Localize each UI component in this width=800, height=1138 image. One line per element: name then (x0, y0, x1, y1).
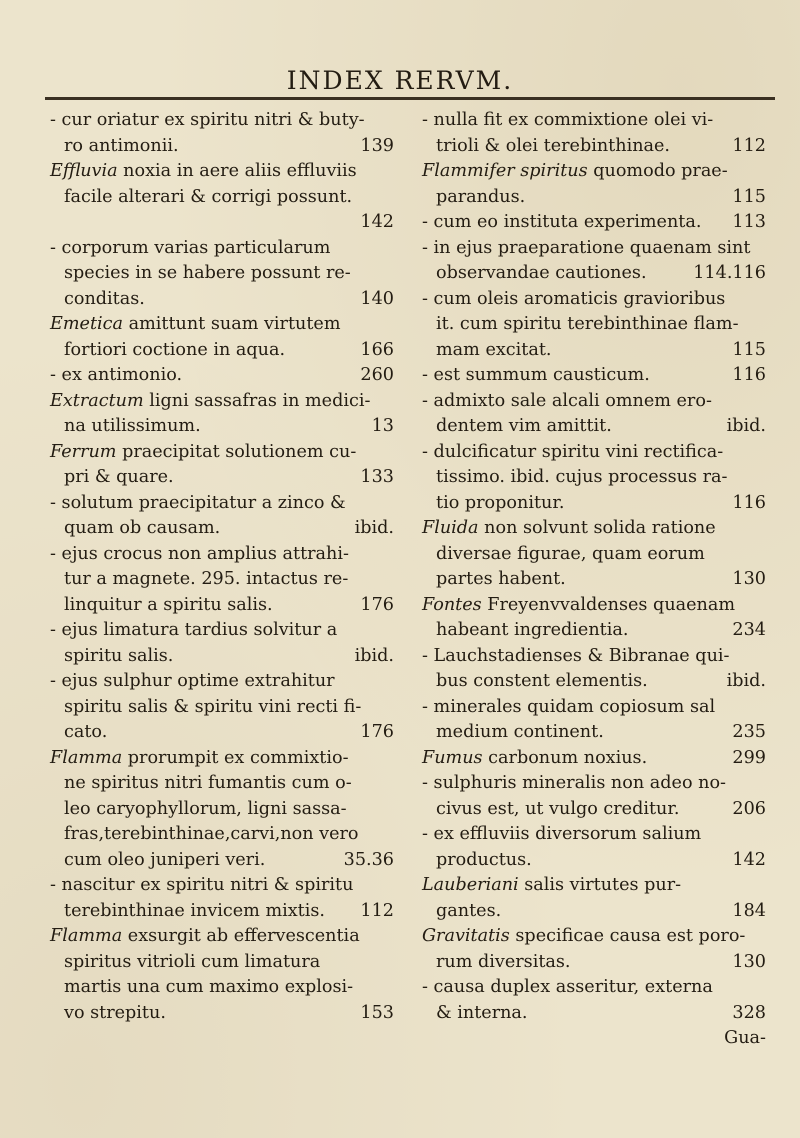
entry-line (422, 108, 766, 134)
page-reference: 139 (360, 135, 394, 156)
index-entry (422, 516, 766, 593)
entry-text: - nulla fit ex commixtione olei vi- (422, 110, 714, 130)
entry-line (422, 848, 766, 874)
index-entry (422, 108, 766, 159)
page-reference: 130 (732, 569, 766, 589)
index-entry (422, 159, 766, 210)
page-header: INDEX RERVM. (286, 66, 514, 95)
entry-text: Flamma exsurgit ab effervescentia (50, 926, 360, 946)
entry-line (50, 669, 394, 695)
entry-line (50, 567, 394, 593)
entry-text: - ex antimonio. (50, 365, 183, 385)
entry-text: rum diversitas. (436, 951, 571, 972)
entry-text: Ferrum praecipitat solutionem cu- (50, 441, 357, 462)
page-reference: 116 (732, 492, 766, 513)
entry-text: Fluida non solvunt solida ratione (422, 518, 716, 538)
entry-line (422, 975, 766, 1001)
index-entry (422, 1026, 766, 1052)
entry-text: quam ob causam. (64, 518, 221, 538)
entry-text: gantes. (436, 900, 502, 921)
index-entry (422, 389, 766, 440)
entry-line (50, 924, 394, 950)
entry-text: - corporum varias particularum (50, 237, 331, 258)
entry-text: Effluvia noxia in aere aliis effluviis (50, 161, 357, 181)
index-entry (422, 771, 766, 822)
entry-text: partes habent. (436, 569, 566, 589)
index-entry (50, 440, 394, 491)
entry-line (422, 236, 766, 262)
entry-text: - causa duplex asseritur, externa (422, 977, 713, 997)
entry-line (50, 618, 394, 644)
entry-text: civus est, ut vulgo creditur. (436, 798, 680, 819)
entry-line (50, 950, 394, 976)
page-reference: 133 (360, 467, 394, 487)
entry-line (50, 414, 394, 440)
entry-line (50, 236, 394, 262)
page-reference: 13 (371, 416, 394, 436)
entry-text: Flamma prorumpit ex commixtio- (50, 747, 349, 768)
entry-text: spiritu salis & spiritu vini recti fi- (64, 696, 362, 717)
entry-line (422, 924, 766, 950)
entry-text: habeant ingredientia. (436, 620, 629, 640)
headword: Fumus (422, 747, 483, 768)
entry-text: - nascitur ex spiritu nitri & spiritu (50, 875, 354, 895)
page-reference: ibid. (354, 645, 394, 666)
entry-line (50, 389, 394, 415)
entry-text: - cur oriatur ex spiritu nitri & buty- (50, 110, 365, 130)
page-reference: 176 (360, 722, 394, 742)
entry-text: leo caryophyllorum, ligni sassa- (64, 798, 347, 819)
entry-line (50, 746, 394, 772)
index-entry (50, 363, 394, 389)
index-entry (422, 924, 766, 975)
index-entry (422, 210, 766, 236)
entry-text: parandus. (436, 186, 526, 207)
entry-text: - admixto sale alcali omnem ero- (422, 390, 712, 411)
page-reference: Gua- (724, 1028, 766, 1048)
entry-text: observandae cautiones. (436, 263, 647, 283)
entry-line (422, 644, 766, 670)
entry-text: linquitur a spiritu salis. (64, 594, 273, 615)
entry-line (50, 134, 394, 160)
entry-line (422, 159, 766, 185)
headword: Ferrum (50, 441, 117, 462)
page-reference: 116 (732, 365, 766, 385)
entry-line (422, 185, 766, 211)
headword: Lauberiani (422, 875, 519, 895)
entry-line (422, 720, 766, 746)
entry-text: Extractum ligni sassafras in medici- (50, 390, 371, 411)
entry-text: cato. (64, 722, 108, 742)
entry-line (422, 669, 766, 695)
entry-text: Emetica amittunt suam virtutem (50, 314, 341, 334)
entry-line (422, 516, 766, 542)
entry-text: trioli & olei terebinthinae. (436, 135, 671, 156)
headword: Gravitatis (422, 926, 510, 946)
page-reference: 115 (732, 339, 766, 360)
index-entry (50, 312, 394, 363)
headword: Fluida (422, 518, 479, 538)
page-reference: 112 (360, 900, 394, 921)
entry-text: - ex effluviis diversorum salium (422, 824, 702, 844)
entry-line (422, 899, 766, 925)
entry-line (422, 210, 766, 236)
entry-line (50, 873, 394, 899)
index-entry (422, 593, 766, 644)
index-entry (422, 822, 766, 873)
index-entry (422, 746, 766, 772)
entry-line (50, 975, 394, 1001)
page-reference: 328 (732, 1002, 766, 1023)
entry-text: Lauberiani salis virtutes pur- (422, 875, 682, 895)
page-reference: 234 (732, 620, 766, 640)
entry-line (422, 593, 766, 619)
headword: Effluvia (50, 161, 118, 181)
entry-line (422, 873, 766, 899)
entry-text: mam excitat. (436, 339, 552, 360)
entry-line (50, 338, 394, 364)
index-entry (50, 108, 394, 159)
entry-line (50, 899, 394, 925)
entry-text: conditas. (64, 288, 145, 309)
entry-text: - sulphuris mineralis non adeo no- (422, 773, 726, 793)
entry-line (422, 414, 766, 440)
entry-line (50, 185, 394, 211)
entry-line (422, 797, 766, 823)
page-reference: 115 (732, 186, 766, 207)
entry-line (422, 491, 766, 517)
entry-text: fras,terebinthinae,carvi,non vero (64, 824, 359, 844)
entry-text: species in se habere possunt re- (64, 263, 351, 283)
entry-text: martis una cum maximo explosi- (64, 977, 354, 997)
index-entry (422, 363, 766, 389)
index-entry (50, 669, 394, 746)
page-reference: 260 (360, 365, 394, 385)
entry-line (422, 312, 766, 338)
entry-text: - ejus crocus non amplius attrahi- (50, 543, 349, 564)
entry-line (50, 108, 394, 134)
entry-line (422, 338, 766, 364)
entry-line (50, 593, 394, 619)
page-reference: 184 (732, 900, 766, 921)
page-reference: 35.36 (343, 849, 394, 870)
entry-line (50, 159, 394, 185)
index-entry (422, 975, 766, 1026)
index-column-right (422, 108, 766, 1052)
index-entry (50, 746, 394, 874)
entry-text: diversae figurae, quam eorum (436, 543, 705, 564)
page-reference: 140 (360, 288, 394, 309)
entry-line (422, 1026, 766, 1052)
entry-line (422, 389, 766, 415)
entry-line (50, 695, 394, 721)
page-reference: 235 (732, 722, 766, 742)
entry-text: - Lauchstadienses & Bibranae qui- (422, 645, 730, 666)
headword: Flammifer spiritus (422, 161, 588, 181)
entry-text: - dulcificatur spiritu vini rectifica- (422, 441, 724, 462)
page-reference: 176 (360, 594, 394, 615)
entry-line (422, 363, 766, 389)
index-entry (422, 873, 766, 924)
entry-line (50, 644, 394, 670)
index-entry (50, 618, 394, 669)
entry-text: - cum oleis aromaticis gravioribus (422, 288, 726, 309)
entry-text: - ejus limatura tardius solvitur a (50, 620, 338, 640)
page-reference: 153 (360, 1002, 394, 1023)
entry-line (422, 287, 766, 313)
entry-text: vo strepitu. (64, 1002, 166, 1023)
index-entry (422, 695, 766, 746)
entry-text: spiritus vitrioli cum limatura (64, 951, 321, 972)
page-reference: ibid. (726, 671, 766, 691)
entry-line (50, 440, 394, 466)
entry-text: Flammifer spiritus quomodo prae- (422, 161, 728, 181)
index-entry (50, 491, 394, 542)
index-entry (422, 236, 766, 287)
entry-text: - cum eo instituta experimenta. (422, 212, 702, 232)
index-entry (422, 440, 766, 517)
entry-text: fortiori coctione in aqua. (64, 339, 286, 360)
entry-text: pri & quare. (64, 467, 174, 487)
entry-line (50, 720, 394, 746)
entry-text: ro antimonii. (64, 135, 179, 156)
entry-text: tio proponitur. (436, 492, 565, 513)
entry-text: tur a magnete. 295. intactus re- (64, 569, 349, 589)
entry-text: - ejus sulphur optime extrahitur (50, 671, 335, 691)
index-entry (50, 873, 394, 924)
entry-line (422, 567, 766, 593)
page-reference: 142 (732, 849, 766, 870)
entry-text: it. cum spiritu terebinthinae flam- (436, 314, 739, 334)
entry-line (422, 950, 766, 976)
index-entry (422, 287, 766, 364)
entry-text: cum oleo juniperi veri. (64, 849, 266, 870)
entry-text: na utilissimum. (64, 416, 201, 436)
page-reference: 130 (732, 951, 766, 972)
index-entry (50, 542, 394, 619)
entry-text: & interna. (436, 1002, 528, 1023)
index-entry (50, 924, 394, 1026)
headword: Emetica (50, 314, 123, 334)
entry-line (50, 1001, 394, 1027)
entry-line (422, 261, 766, 287)
index-entry (50, 236, 394, 313)
headword: Extractum (50, 390, 144, 411)
entry-line (422, 465, 766, 491)
headword: Flamma (50, 926, 123, 946)
entry-line (422, 771, 766, 797)
entry-line (422, 695, 766, 721)
entry-text: medium continent. (436, 722, 604, 742)
header-rule (45, 97, 775, 100)
entry-text: dentem vim amittit. (436, 416, 612, 436)
index-entry (422, 644, 766, 695)
entry-text: - est summum causticum. (422, 365, 650, 385)
entry-line (50, 287, 394, 313)
entry-line (50, 312, 394, 338)
entry-text: Fontes Freyenvvaldenses quaenam (422, 594, 736, 615)
entry-text: Fumus carbonum noxius. (422, 747, 648, 768)
entry-line (50, 771, 394, 797)
entry-line (50, 516, 394, 542)
entry-text: - solutum praecipitatur a zinco & (50, 492, 346, 513)
entry-line (422, 746, 766, 772)
entry-text: productus. (436, 849, 532, 870)
page-reference: 114.116 (693, 263, 766, 283)
entry-text: bus constent elementis. (436, 671, 648, 691)
index-entry (50, 159, 394, 236)
entry-line (50, 491, 394, 517)
entry-text: ne spiritus nitri fumantis cum o- (64, 773, 352, 793)
page-reference: ibid. (726, 416, 766, 436)
entry-line (50, 848, 394, 874)
headword: Flamma (50, 747, 123, 768)
entry-line (422, 1001, 766, 1027)
page-reference: 299 (732, 747, 766, 768)
entry-text: - in ejus praeparatione quaenam sint (422, 237, 751, 258)
entry-line (50, 261, 394, 287)
index-column-left (50, 108, 394, 1026)
entry-line (422, 542, 766, 568)
entry-line (50, 797, 394, 823)
page-reference: 142 (360, 212, 394, 232)
entry-text: facile alterari & corrigi possunt. (64, 186, 353, 207)
index-entry (50, 389, 394, 440)
entry-line (422, 440, 766, 466)
page-reference: 166 (360, 339, 394, 360)
entry-text: tissimo. ibid. cujus processus ra- (436, 467, 728, 487)
entry-line (50, 465, 394, 491)
entry-line (422, 134, 766, 160)
entry-text: - minerales quidam copiosum sal (422, 696, 716, 717)
headword: Fontes (422, 594, 482, 615)
entry-line (50, 822, 394, 848)
entry-line (422, 822, 766, 848)
entry-line (422, 618, 766, 644)
page-reference: ibid. (354, 518, 394, 538)
entry-text: spiritu salis. (64, 645, 174, 666)
entry-text: terebinthinae invicem mixtis. (64, 900, 325, 921)
entry-text: Gravitatis specificae causa est poro- (422, 926, 746, 946)
entry-line (50, 542, 394, 568)
page-reference: 113 (732, 212, 766, 232)
page-reference: 206 (732, 798, 766, 819)
entry-line (50, 363, 394, 389)
entry-line (50, 210, 394, 236)
page-reference: 112 (732, 135, 766, 156)
